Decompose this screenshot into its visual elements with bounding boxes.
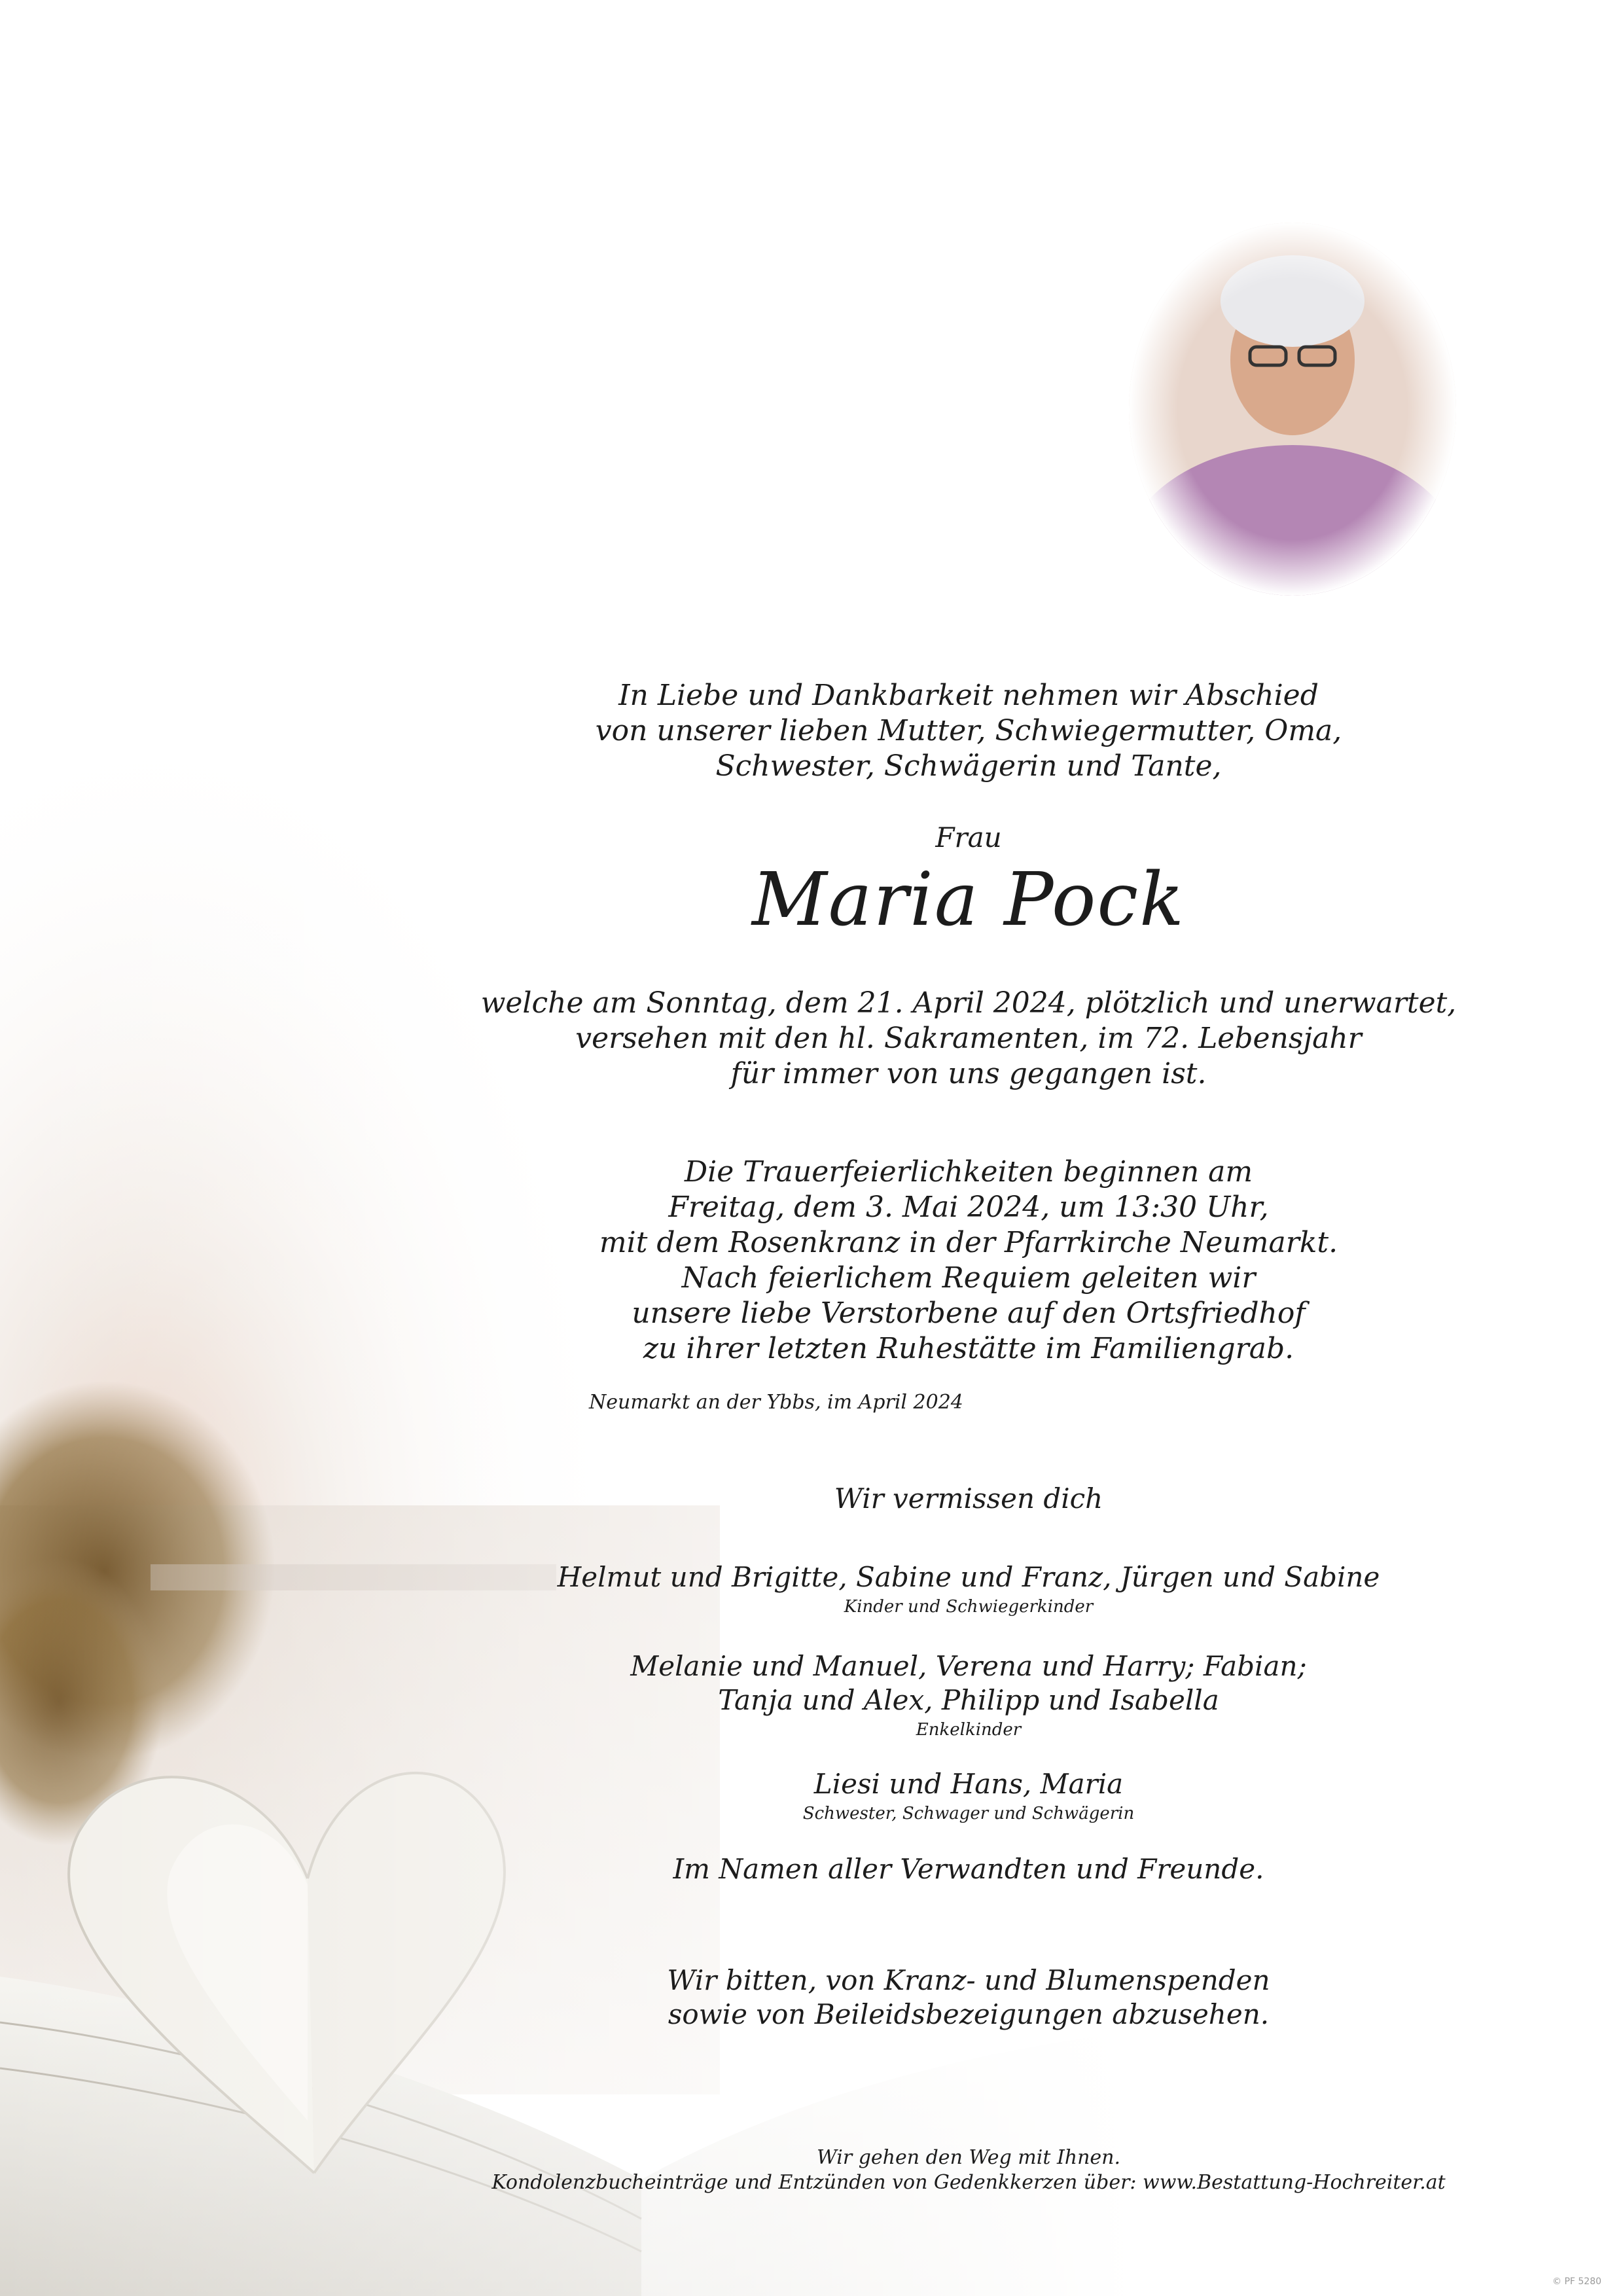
footer-line-1: Wir gehen den Weg mit Ihnen.	[816, 2146, 1121, 2169]
funeral-info	[458, 1155, 1479, 1367]
death-notice-line: versehen mit den hl. Sakramenten, im 72. Lebensjahr	[575, 1022, 1362, 1055]
grandchildren-line: Melanie und Manuel, Verena und Harry; Fabian;	[630, 1650, 1307, 1682]
mourners-siblings: Liesi und Hans, Maria	[813, 1768, 1124, 1800]
funeral-line: unsere liebe Verstorbene auf den Ortsfriedhof	[632, 1297, 1306, 1330]
intro-line: Schwester, Schwägerin und Tante,	[715, 749, 1222, 783]
salutation: Frau	[935, 821, 1002, 853]
death-notice-line: für immer von uns gegangen ist.	[730, 1057, 1207, 1090]
mourners-grandchildren-label: Enkelkinder	[916, 1720, 1022, 1740]
request-line: sowie von Beileidsbezeigungen abzusehen.	[668, 1998, 1270, 2030]
mourners-children-label: Kinder und Schwiegerkinder	[844, 1597, 1094, 1617]
funeral-line: Freitag, dem 3. Mai 2024, um 13:30 Uhr,	[668, 1191, 1269, 1224]
grandchildren-line: Tanja und Alex, Philipp und Isabella	[718, 1684, 1219, 1716]
place-date: Neumarkt an der Ybbs, im April 2024	[589, 1391, 963, 1414]
funeral-line: mit dem Rosenkranz in der Pfarrkirche Neumarkt.	[599, 1226, 1338, 1259]
intro-text	[458, 678, 1479, 784]
intro-line: In Liebe und Dankbarkeit nehmen wir Abschied	[618, 679, 1319, 712]
portrait-photo	[1129, 223, 1456, 596]
mourners-siblings-label: Schwester, Schwager und Schwägerin	[802, 1804, 1135, 1823]
miss-you-line: Wir vermissen dich	[834, 1482, 1103, 1515]
mourners-children: Helmut und Brigitte, Sabine und Franz, Jürgen und Sabine	[557, 1561, 1380, 1593]
print-stamp: © PF 5280	[1552, 2276, 1602, 2287]
funeral-line: zu ihrer letzten Ruhestätte im Familiengrab.	[643, 1332, 1294, 1365]
request-line: Wir bitten, von Kranz- und Blumenspenden	[667, 1964, 1270, 1996]
footer-line-2: Kondolenzbucheinträge und Entzünden von Gedenkkerzen über: www.Bestattung-Hochreiter.at	[491, 2171, 1446, 2194]
funeral-line: Die Trauerfeierlichkeiten beginnen am	[684, 1155, 1253, 1189]
deceased-name: Maria Pock	[751, 857, 1186, 942]
donation-request	[510, 1964, 1427, 2032]
intro-line: von unserer lieben Mutter, Schwiegermutter, Oma,	[595, 714, 1342, 747]
funeral-line: Nach feierlichem Requiem geleiten wir	[681, 1261, 1256, 1295]
mourners-grandchildren	[445, 1649, 1492, 1717]
death-notice	[425, 986, 1512, 1092]
portrait-photo-icon	[1129, 223, 1456, 596]
death-notice-line: welche am Sonntag, dem 21. April 2024, plötzlich und unerwartet,	[480, 986, 1457, 1020]
mourners-relatives: Im Namen aller Verwandten und Freunde.	[673, 1853, 1264, 1885]
